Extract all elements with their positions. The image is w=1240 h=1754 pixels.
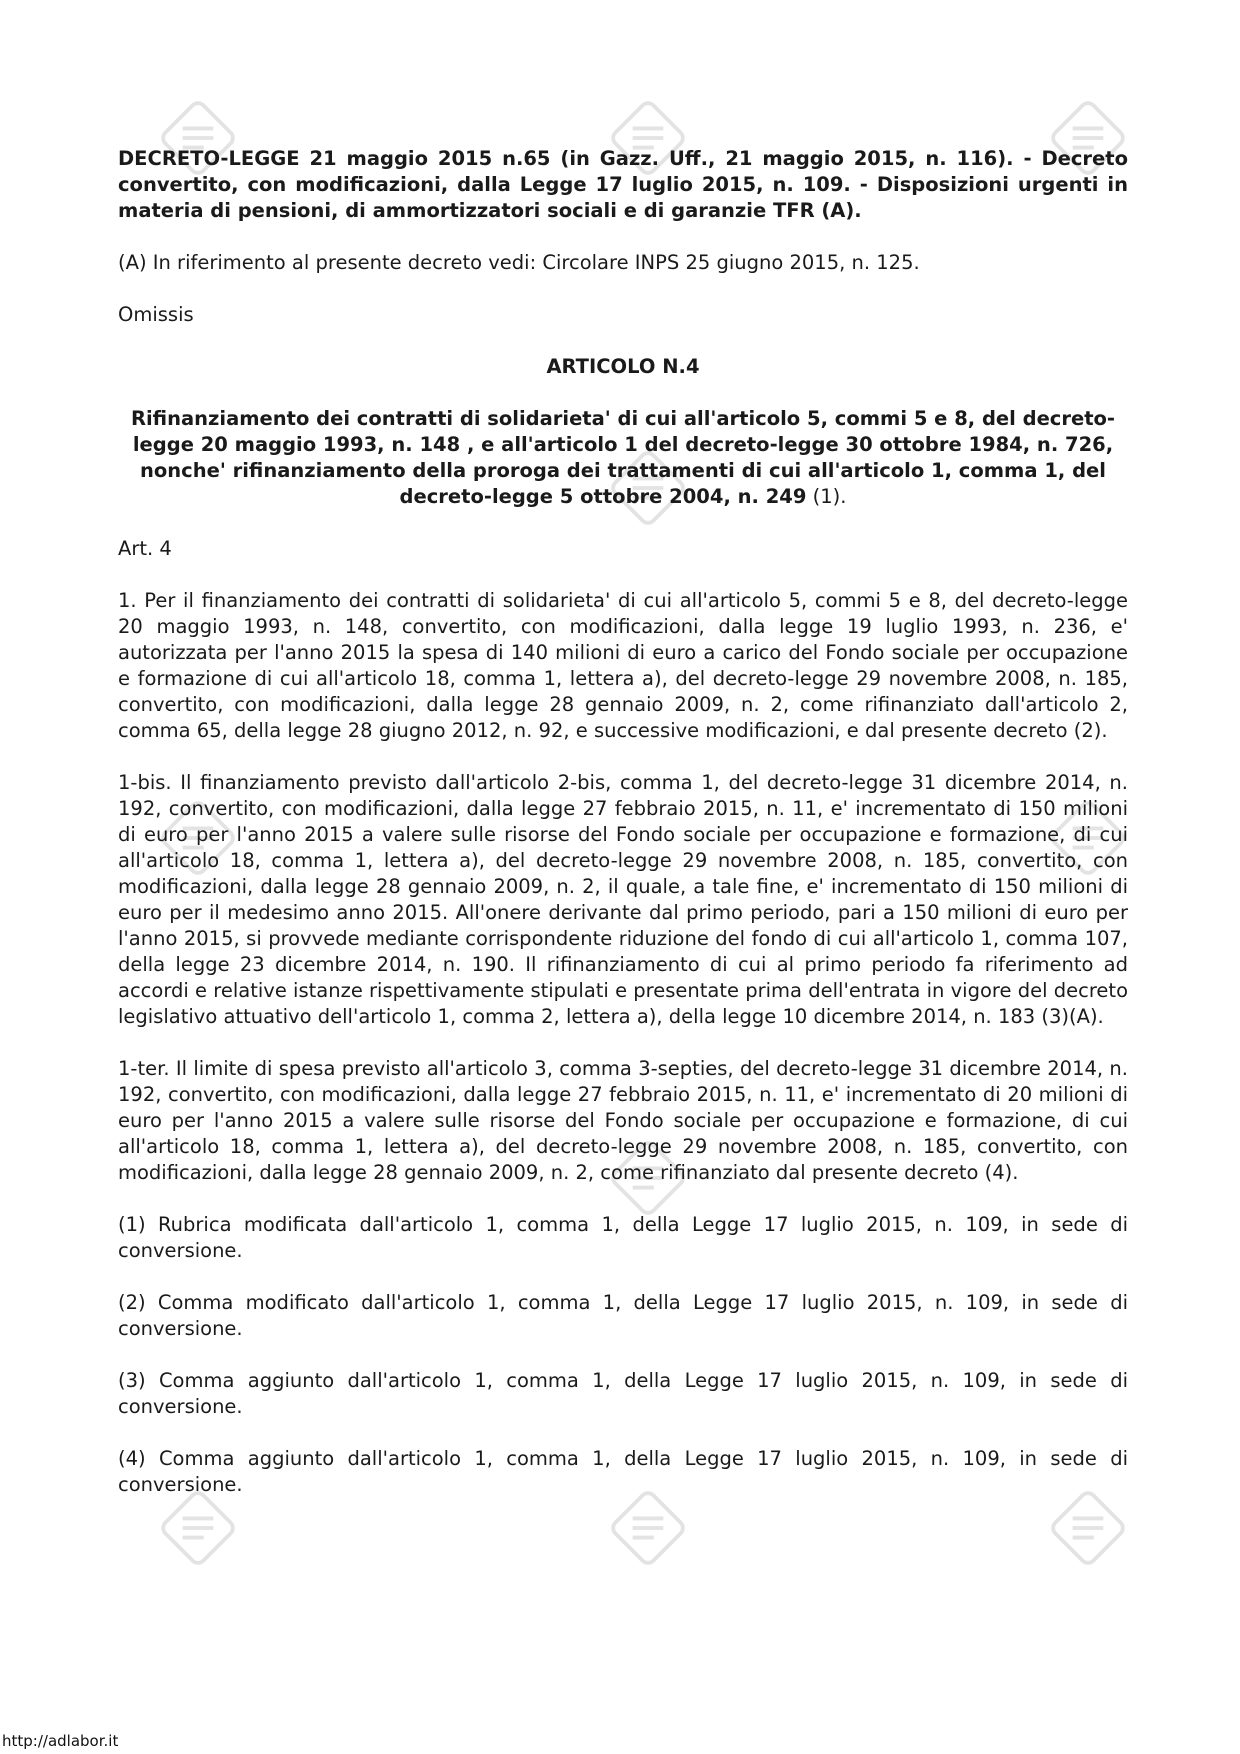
document-body — [118, 146, 1128, 1524]
paragraph-1: 1. Per il finanziamento dei contratti di solidarieta' di cui all'articolo 5, commi 5 e 8, del decreto-legge 20 maggio 1993, n. 148, convertito, con modificazioni, dalla legge 19 luglio 1993, n. 236, e' autorizzata per l'anno 2015 la spesa di 140 milioni di euro a carico del Fondo sociale per occupazione e formazione di cui all'articolo 18, comma 1, lettera a), del decreto-legge 29 novembre 2008, n. 185, convertito, con modificazioni, dalla legge 28 gennaio 2009, n. 2, come rifinanziato dall'articolo 2, comma 65, della legge 28 giugno 2012, n. 92, e successive modificazioni, e dal presente decreto (2). — [118, 589, 1128, 742]
rubric-note-ref: (1). — [806, 485, 847, 508]
reference-note: (A) In riferimento al presente decreto vedi: Circolare INPS 25 giugno 2015, n. 125. — [118, 251, 920, 274]
article-title: ARTICOLO N.4 — [546, 355, 700, 378]
paragraph-1-ter: 1-ter. Il limite di spesa previsto all'articolo 3, comma 3-septies, del decreto-legge 31 dicembre 2014, n. 192, convertito, con modificazioni, dalla legge 27 febbraio 2015, n. 11, e' incrementato di 20 milioni di euro per l'anno 2015 a valere sulle risorse del Fondo sociale per occupazione e formazione, di cui all'articolo 18, comma 1, lettera a), del decreto-legge 29 novembre 2008, n. 185, convertito, con modificazioni, dalla legge 28 gennaio 2009, n. 2, come rifinanziato dal presente decreto (4). — [118, 1057, 1128, 1184]
rubric-text: Rifinanziamento dei contratti di solidarieta' di cui all'articolo 5, commi 5 e 8, del decreto-legge 20 maggio 1993, n. 148 , e all'articolo 1 del decreto-legge 30 ottobre 1984, n. 726, nonche' rifinanziamento della proroga dei trattamenti di cui all'articolo 1, comma 1, del decreto-legge 5 ottobre 2004, n. 249 — [130, 407, 1116, 508]
footnote-4: (4) Comma aggiunto dall'articolo 1, comma 1, della Legge 17 luglio 2015, n. 109, in sede di conversione. — [118, 1447, 1128, 1496]
omissis-label: Omissis — [118, 303, 194, 326]
article-label: Art. 4 — [118, 537, 172, 560]
decree-header: DECRETO-LEGGE 21 maggio 2015 n.65 (in Gazz. Uff., 21 maggio 2015, n. 116). - Decreto convertito, con modificazioni, dalla Legge 17 luglio 2015, n. 109. - Disposizioni urgenti in materia di pensioni, di ammortizzatori sociali e di garanzie TFR (A). — [118, 147, 1128, 222]
footnote-1: (1) Rubrica modificata dall'articolo 1, comma 1, della Legge 17 luglio 2015, n. 109, in sede di conversione. — [118, 1213, 1128, 1262]
article-rubric — [118, 406, 1128, 510]
footnote-3: (3) Comma aggiunto dall'articolo 1, comma 1, della Legge 17 luglio 2015, n. 109, in sede di conversione. — [118, 1369, 1128, 1418]
paragraph-1-bis: 1-bis. Il finanziamento previsto dall'articolo 2-bis, comma 1, del decreto-legge 31 dicembre 2014, n. 192, convertito, con modificazioni, dalla legge 27 febbraio 2015, n. 11, e' incrementato di 150 milioni di euro per l'anno 2015 a valere sulle risorse del Fondo sociale per occupazione e formazione, di cui all'articolo 18, comma 1, lettera a), del decreto-legge 29 novembre 2008, n. 185, convertito, con modificazioni, dalla legge 28 gennaio 2009, n. 2, il quale, a tale fine, e' incrementato di 150 milioni di euro per il medesimo anno 2015. All'onere derivante dal primo periodo, pari a 150 milioni di euro per l'anno 2015, si provvede mediante corrispondente riduzione del fondo di cui all'articolo 1, comma 107, della legge 23 dicembre 2014, n. 190. Il rifinanziamento di cui al primo periodo fa riferimento ad accordi e relative istanze rispettivamente stipulati e presentate prima dell'entrata in vigore del decreto legislativo attuativo dell'articolo 1, comma 2, lettera a), della legge 10 dicembre 2014, n. 183 (3)(A). — [118, 771, 1128, 1028]
footer-url-link[interactable]: http://adlabor.it — [2, 1732, 119, 1750]
footnote-2: (2) Comma modificato dall'articolo 1, comma 1, della Legge 17 luglio 2015, n. 109, in sede di conversione. — [118, 1291, 1128, 1340]
